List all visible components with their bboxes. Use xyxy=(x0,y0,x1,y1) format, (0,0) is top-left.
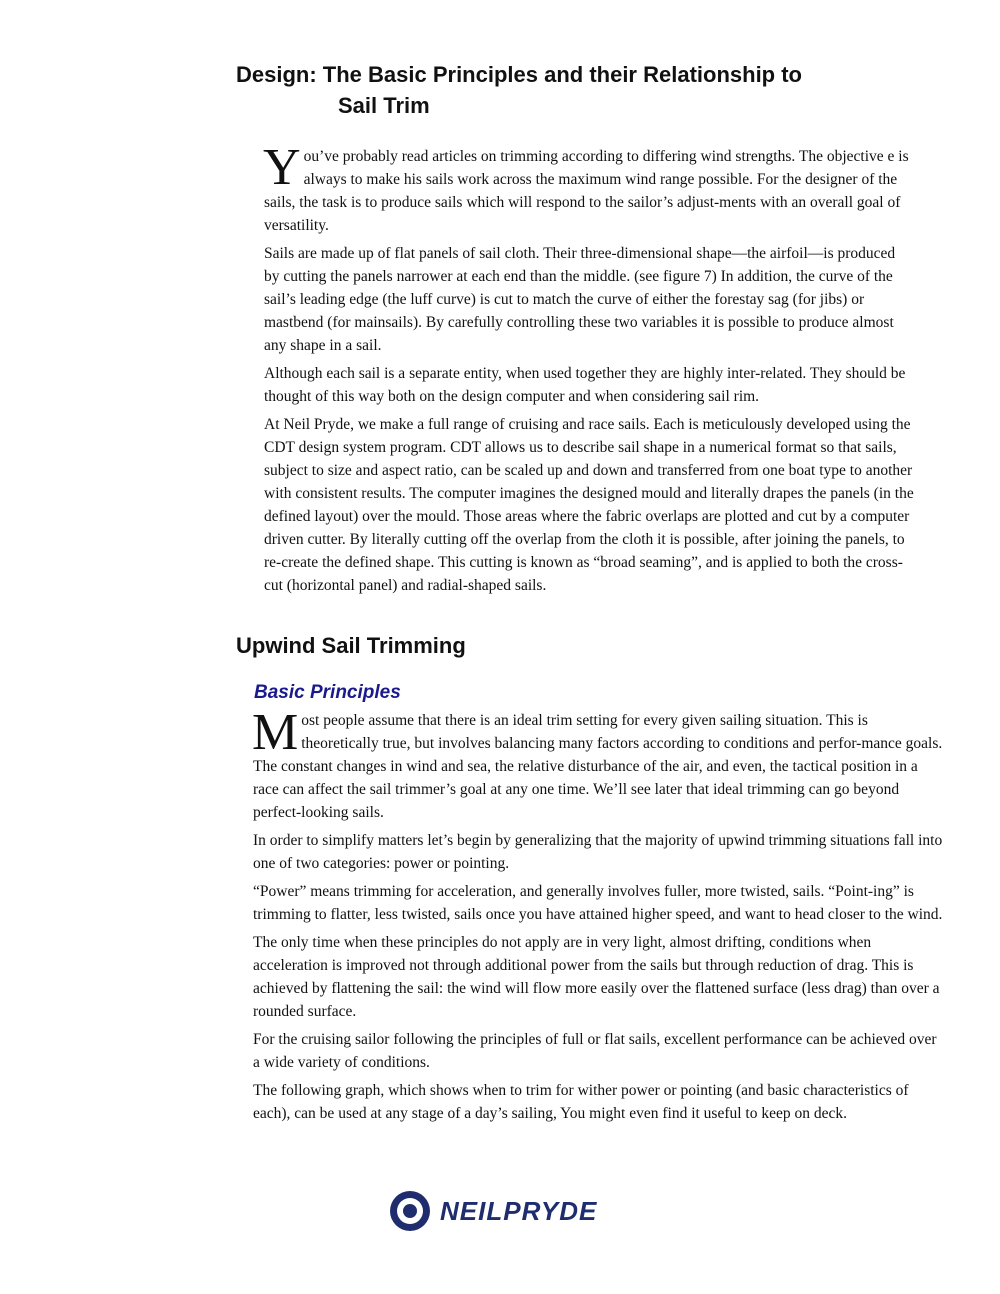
target-circle-icon xyxy=(388,1189,432,1233)
design-paragraph-2: Sails are made up of flat panels of sail cloth. Their three-dimensional shape—the airfoil—is produced by cutting the panels narrower at each end than the middle. (see figure 7) In addition, the curve of the sail’s leading edge (the luff curve) is cut to match the curve of either the forestay sag (for jibs) or mastbend (for mainsails). By carefully controlling these two variables it is possible to produce almost any shape in a sail. xyxy=(264,245,896,354)
principles-paragraph-5: For the cruising sailor following the principles of full or flat sails, excellent performance can be achieved over a wide variety of conditions. xyxy=(253,1031,937,1071)
design-section-body xyxy=(263,139,914,602)
design-paragraph-3: Although each sail is a separate entity, when used together they are highly inter-related. They should be thought of this way both on the design computer and when considering sail rim. xyxy=(264,365,906,405)
design-paragraph-1 xyxy=(263,139,914,237)
principles-paragraph-3: “Power” means trimming for acceleration, and generally involves fuller, more twisted, sails. “Point-ing” is trimming to flatter, less twisted, sails once you have attained higher speed, and want to head closer to the wind. xyxy=(253,883,943,923)
drop-cap: M xyxy=(252,704,299,761)
principles-paragraph-2: In order to simplify matters let’s begin by generalizing that the majority of upwind trimming situations fall into one of two categories: power or pointing. xyxy=(253,832,943,872)
section-heading-upwind: Upwind Sail Trimming xyxy=(236,633,466,658)
logo-wordmark: NEILPRYDE xyxy=(440,1195,598,1226)
neilpryde-logo xyxy=(388,1188,658,1234)
design-paragraph-4: At Neil Pryde, we make a full range of cruising and race sails. Each is meticulously developed using the CDT design system program. CDT allows us to describe sail shape in a numerical format so that sails, subject to size and aspect ratio, can be scaled up and down and transferred from one boat type to another with consistent results. The computer imagines the designed mould and literally drapes the panels (in the defined layout) over the mould. Those areas where the fabric overlaps are plotted and cut by a computer driven cutter. By literally cutting off the overlap from the cloth it is possible, after joining the panels, to re-create the defined shape. This cutting is known as “broad seaming”, and is applied to both the cross-cut (horizontal panel) and radial-shaped sails. xyxy=(264,416,914,594)
title-line-1: Design: The Basic Principles and their Relationship to xyxy=(236,62,802,87)
title-line-2: Sail Trim xyxy=(338,93,430,118)
paragraph-text: ost people assume that there is an ideal trim setting for every given sailing situation. This is theoretically true, but involves balancing many factors according to conditions and perfor-mance goals. The constant changes in wind and sea, the relative disturbance of the air, and even, the tactical position in a race can affect the sail trimmer’s goal at any one time. We’ll see later that ideal trimming can go beyond perfect-looking sails. xyxy=(253,712,943,821)
drop-cap: Y xyxy=(263,139,301,196)
principles-paragraph-6: The following graph, which shows when to trim for wither power or pointing (and basic characteristics of each), can be used at any stage of a day’s sailing, You might even find it useful to keep on deck. xyxy=(253,1082,909,1122)
principles-paragraph-1 xyxy=(252,704,943,824)
principles-paragraph-4: The only time when these principles do not apply are in very light, almost drifting, conditions when acceleration is improved not through additional power from the sails but through reduction of drag. This is achieved by flattening the sail: the wind will flow more easily over the flattened surface (less drag) than over a rounded surface. xyxy=(253,934,940,1020)
subheading-basic-principles: Basic Principles xyxy=(254,682,401,703)
basic-principles-body xyxy=(252,704,943,1130)
page-title xyxy=(236,59,936,121)
paragraph-text: ou’ve probably read articles on trimming according to differing wind strengths. The objective e is always to make his sails work across the maximum wind range possible. For the designer of the sails, the task is to produce sails which will respond to the sailor’s adjust-ments with an overall goal of versatility. xyxy=(264,148,909,234)
